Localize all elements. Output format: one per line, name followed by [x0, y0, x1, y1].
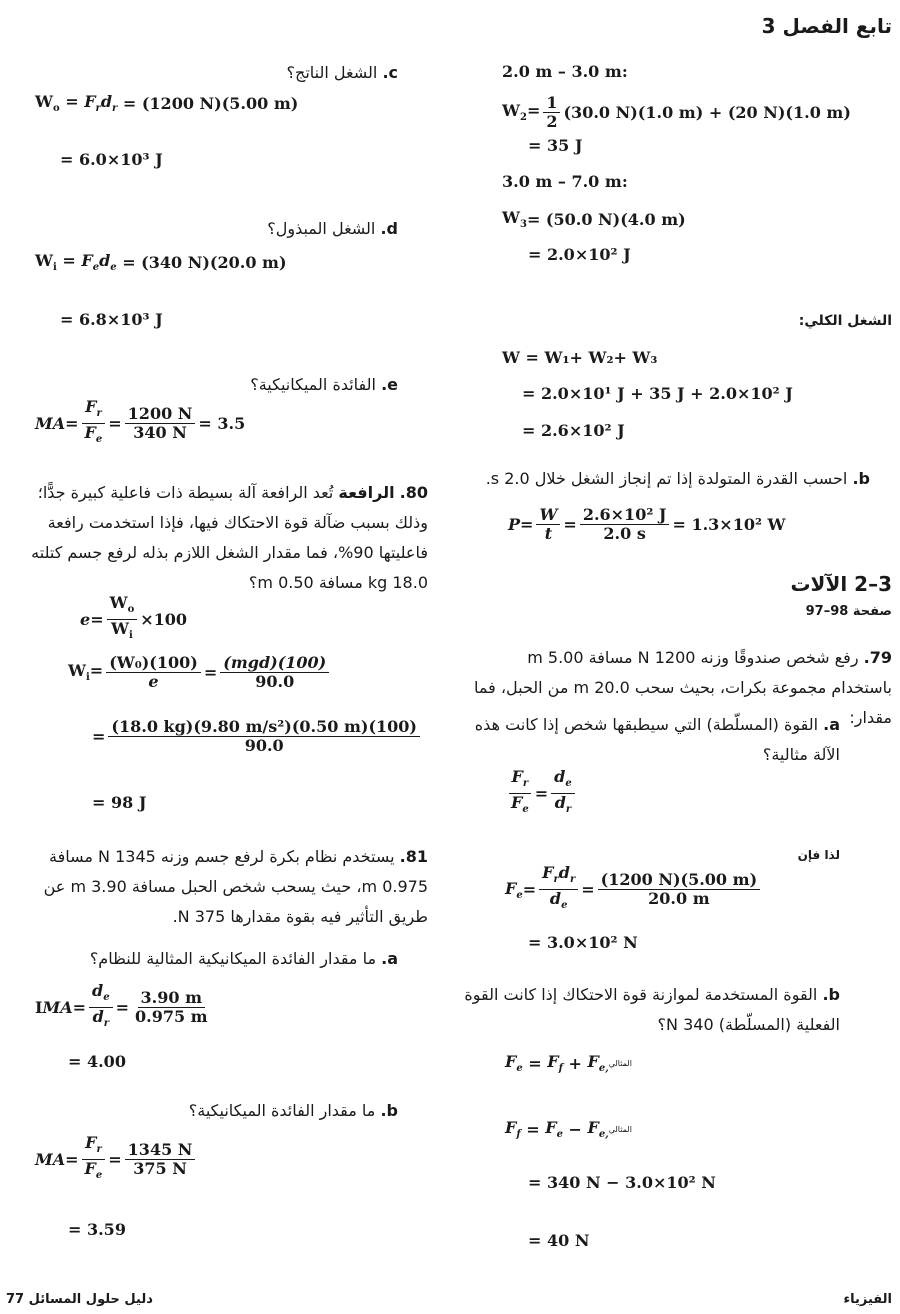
ma2-num: 1345 N: [125, 1141, 196, 1160]
power-num: 2.6×10² J: [580, 506, 670, 525]
wi3-den: 90.0: [244, 736, 284, 755]
question-d-text: الشغل المبذول؟: [267, 219, 376, 238]
wi-result: = 6.8×10³ J: [60, 310, 163, 329]
footer-left: دليل حلول المسائل 77: [6, 1292, 153, 1307]
ma2-result: = 3.59: [68, 1220, 126, 1239]
ma-num: 1200 N: [125, 405, 196, 424]
question-81b: [18, 1096, 398, 1126]
fe-den: 20.0 m: [648, 889, 710, 909]
question-e-letter: e.: [381, 375, 398, 394]
ff-line3: = 340 N − 3.0×10² N: [528, 1173, 716, 1192]
question-81b-text: ما مقدار الفائدة الميكانيكية؟: [188, 1101, 376, 1120]
w2-result: = 35 J: [528, 136, 583, 155]
power-result: = 1.3×10² W: [672, 515, 786, 534]
question-d: [98, 214, 398, 244]
total-work-line2: = 2.0×10¹ J + 35 J + 2.0×10² J: [522, 384, 793, 403]
footer-right: الفيزياء: [843, 1292, 892, 1307]
question-80-text: تُعد الرافعة آلة بسيطة ذات فاعلية كبيرة جدًّا؛ وذلك بسبب ضآلة قوة الاحتكاك فيها، فإذا استخدمت رافعة فاعليتها 90%، فما مقدار الشغل اللازم بذله لرفع جسم كتلته 18.0 kg مسافة 0.50 m؟: [31, 483, 428, 592]
question-81-number: 81.: [399, 847, 428, 866]
ideal-subscript: المثالي: [608, 1058, 632, 1068]
question-80: [4, 478, 428, 598]
wi2-equation: $W_i=$ $\frac{\text{(W₀)(100)}}{e}$ = $\frac{\text{(mgd)(100)}}{90.0}$: [68, 654, 332, 691]
therefore-label: لذا فإن: [797, 848, 840, 862]
w3-equation: $W_3$ = (50.0 N)(4.0 m): [502, 208, 686, 231]
ratio-equation: $\frac{F_r}{F_e}$ = $\frac{d_e}{d_r}$: [505, 768, 578, 819]
ma2-den: 375 N: [133, 1159, 187, 1179]
ima-result: = 4.00: [68, 1052, 126, 1071]
section-title: 3–2 الآلات: [790, 572, 892, 596]
ma-equation: MA = $\frac{F_r}{F_e}$ = $\frac{1200 N}{340 N}$ = 3.5: [35, 397, 246, 446]
section-pages: صفحة 98–97: [805, 604, 892, 619]
question-79b: [460, 980, 840, 1040]
wi2-num2: (mgd)(100): [220, 654, 329, 673]
question-e-text: الفائدة الميكانيكية؟: [250, 375, 376, 394]
wi3-num: (18.0 kg)(9.80 m/s²)(0.50 m)(100): [108, 718, 420, 737]
question-79-text: رفع شخص صندوقًا وزنه 1200 N مسافة 5.00 m باستخدام مجموعة بكرات، بحيث سحب 20.0 m من الحبل، فما مقدار:: [473, 648, 892, 727]
segment3-label: 3.0 m – 7.0 m:: [502, 172, 628, 191]
question-b-letter: b.: [852, 469, 870, 488]
question-81a-text: ما مقدار الفائدة الميكانيكية المثالية للنظام؟: [89, 949, 377, 968]
wi3-equation: = $\frac{\text{(18.0 kg)(9.80 m/s²)(0.50 m)(100)}}{90.0}$: [92, 718, 423, 755]
question-b-power: [430, 464, 870, 494]
question-80-bold-term: الرافعة: [338, 483, 395, 502]
ma-result: = 3.5: [198, 414, 246, 434]
question-80-number: 80.: [399, 483, 428, 502]
question-c-text: الشغل الناتج؟: [286, 63, 378, 82]
question-d-letter: d.: [380, 219, 398, 238]
ima-den: 0.975 m: [134, 1007, 208, 1027]
question-e: [98, 370, 398, 400]
question-c: [98, 58, 398, 88]
ma-den: 340 N: [133, 423, 187, 443]
chapter-header: تابع الفصل 3: [761, 14, 892, 38]
ff-equation: $F_f$ = $F_e$ − $F_{e,}$ المثالي: [505, 1118, 632, 1141]
ima-num: 3.90 m: [138, 989, 205, 1008]
question-79a-letter: a.: [823, 715, 840, 734]
wo-eq-text: = (1200 N)(5.00 m): [122, 93, 299, 113]
w3-eq-text: = (50.0 N)(4.0 m): [526, 209, 686, 229]
fe-result: = 3.0×10² N: [528, 933, 638, 952]
total-work-label: الشغل الكلي:: [798, 313, 892, 329]
wi-equation: $W_i$ = $F_ed_e$ = (340 N)(20.0 m): [35, 251, 287, 274]
wo-equation: $W_o$ = $F_rd_r$ = (1200 N)(5.00 m): [35, 92, 299, 115]
question-c-letter: c.: [382, 63, 398, 82]
total-work-line3: = 2.6×10² J: [522, 421, 625, 440]
ff-line4: = 40 N: [528, 1231, 590, 1250]
w3-result: = 2.0×10² J: [528, 245, 631, 264]
question-79-number: 79.: [863, 648, 892, 667]
wi2-den2: 90.0: [255, 672, 295, 691]
power-den: 2.0 s: [603, 524, 646, 543]
w2-rest: (30.0 N)(1.0 m) + (20 N)(1.0 m): [563, 103, 851, 122]
wi2-num1: (W₀)(100): [106, 654, 201, 673]
ima-equation: I MA = $\frac{d_e}{d_r}$ = $\frac{3.90 m}{0.975 m}$: [35, 982, 214, 1033]
question-79b-letter: b.: [822, 985, 840, 1004]
fe-num: (1200 N)(5.00 m): [598, 871, 760, 890]
efficiency-equation: e = $\frac{W_o}{W_i}$ ×100: [80, 593, 188, 642]
question-79a-text: القوة (المسلّطة) التي سيطبقها شخص إذا كانت هذه الآلة مثالية؟: [474, 715, 840, 764]
w2-equation: $W_2=$ $\frac{1}{2}$ (30.0 N)(1.0 m) + (20 N)(1.0 m): [502, 93, 851, 131]
fe-equation: $F_e$ = $\frac{F_rd_r}{d_e}$ = $\frac{(1200 N)(5.00 m)}{20.0 m}$: [505, 864, 763, 915]
fe-sum-equation: $F_e$ = $F_f$ + $F_{e,}$ المثالي: [505, 1052, 632, 1075]
efficiency-tail: ×100: [140, 610, 188, 630]
question-79a: [470, 710, 840, 770]
question-b-text: احسب القدرة المتولدة إذا تم إنجاز الشغل خلال 2.0 s.: [485, 469, 848, 488]
question-81: [4, 842, 428, 932]
question-79b-text: القوة المستخدمة لموازنة قوة الاحتكاك إذا كانت القوة الفعلية (المسلّطة) 340 N؟: [464, 985, 840, 1034]
wi-final: = 98 J: [92, 793, 147, 812]
power-equation: P = $\frac{W}{t}$ = $\frac{\text{2.6×10² J}}{2.0 s}$ = 1.3×10² W: [508, 505, 786, 543]
question-81a: [18, 944, 398, 974]
ideal-subscript-2: المثالي: [608, 1124, 632, 1134]
segment2-label: 2.0 m – 3.0 m:: [502, 62, 628, 81]
ma2-equation: MA = $\frac{F_r}{F_e}$ = $\frac{1345 N}{375 N}$: [35, 1134, 198, 1185]
wi-eq-text: = (340 N)(20.0 m): [122, 252, 287, 272]
question-81a-letter: a.: [381, 949, 398, 968]
wo-result: = 6.0×10³ J: [60, 150, 163, 169]
question-81b-letter: b.: [380, 1101, 398, 1120]
question-81-text: يستخدم نظام بكرة لرفع جسم وزنه 1345 N مسافة 0.975 m، حيث يسحب شخص الحبل مسافة 3.90 m عن طريق التأثير فيه بقوة مقدارها 375 N.: [43, 847, 428, 926]
total-work-line1: W = W₁+ W₂+ W₃: [502, 348, 658, 367]
